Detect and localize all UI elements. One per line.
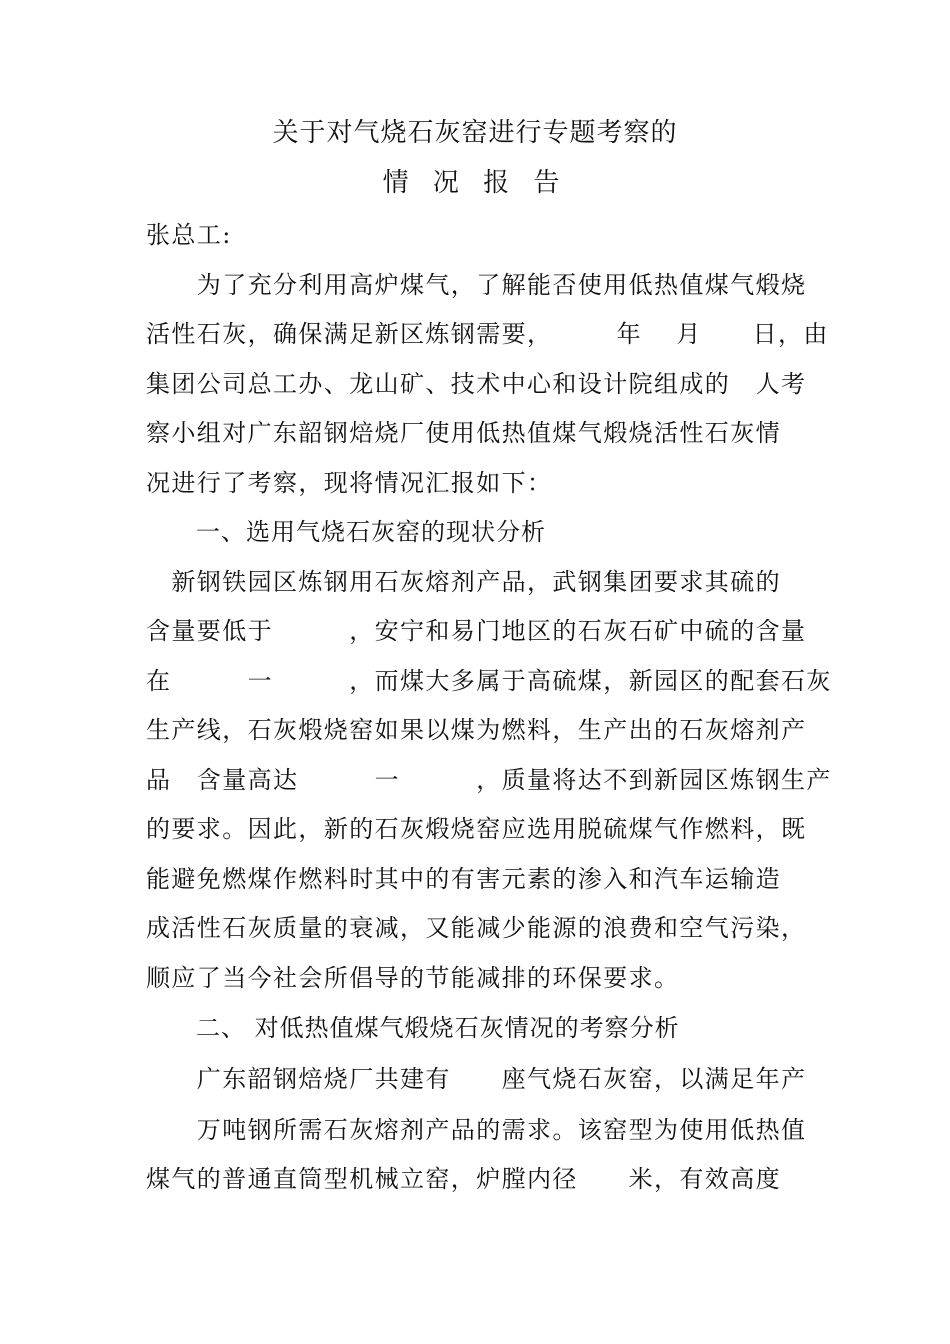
paragraph-3-line-2: 万吨钢所需石灰熔剂产品的需求。该窑型为使用低热值 <box>146 1116 807 1144</box>
salutation: 张总工: <box>146 221 232 249</box>
paragraph-1-line-5: 况进行了考察，现将情况汇报如下： <box>146 469 553 497</box>
paragraph-1-line-1: 为了充分利用高炉煤气，了解能否使用低热值煤气煅烧 <box>146 271 807 299</box>
paragraph-2-line-8: 成活性石灰质量的衰减，又能减少能源的浪费和空气污染， <box>146 914 807 942</box>
paragraph-2-line-9: 顺应了当今社会所倡导的节能减排的环保要求。 <box>146 964 680 992</box>
document-title-line-1: 关于对气烧石灰窑进行专题考察的 <box>272 118 678 148</box>
paragraph-2-line-2: 含量要低于 ，安宁和易门地区的石灰石矿中硫的含量 <box>146 617 807 645</box>
paragraph-3-line-3: 煤气的普通直筒型机械立窑，炉膛内径 米，有效高度 <box>146 1165 781 1193</box>
paragraph-2-line-5: 品 含量高达 一 ，质量将达不到新园区炼钢生产 <box>146 766 832 794</box>
paragraph-2-line-4: 生产线，石灰煅烧窑如果以煤为燃料，生产出的石灰熔剂产 <box>146 716 807 744</box>
section-2-heading: 二、 对低热值煤气煅烧石灰情况的考察分析 <box>146 1014 680 1042</box>
paragraph-1-line-3: 集团公司总工办、龙山矿、技术中心和设计院组成的 人考 <box>146 370 807 398</box>
paragraph-3-line-1: 广东韶钢焙烧厂共建有 座气烧石灰窑，以满足年产 <box>146 1065 807 1093</box>
document-title-line-2: 情 况 报 告 <box>382 168 568 198</box>
paragraph-1-line-4: 察小组对广东韶钢焙烧厂使用低热值煤气煅烧活性石灰情 <box>146 419 781 447</box>
paragraph-2-line-1: 新钢铁园区炼钢用石灰熔剂产品，武钢集团要求其硫的 <box>146 568 781 596</box>
paragraph-1-line-2: 活性石灰，确保满足新区炼钢需要， 年 月 日，由 <box>146 320 829 348</box>
paragraph-2-line-6: 的要求。因此，新的石灰煅烧窑应选用脱硫煤气作燃料，既 <box>146 815 807 843</box>
section-1-heading: 一、选用气烧石灰窑的现状分析 <box>146 518 546 546</box>
paragraph-2-line-7: 能避免燃煤作燃料时其中的有害元素的渗入和汽车运输造 <box>146 865 781 893</box>
paragraph-2-line-3: 在 一 ，而煤大多属于高硫煤，新园区的配套石灰 <box>146 667 832 695</box>
